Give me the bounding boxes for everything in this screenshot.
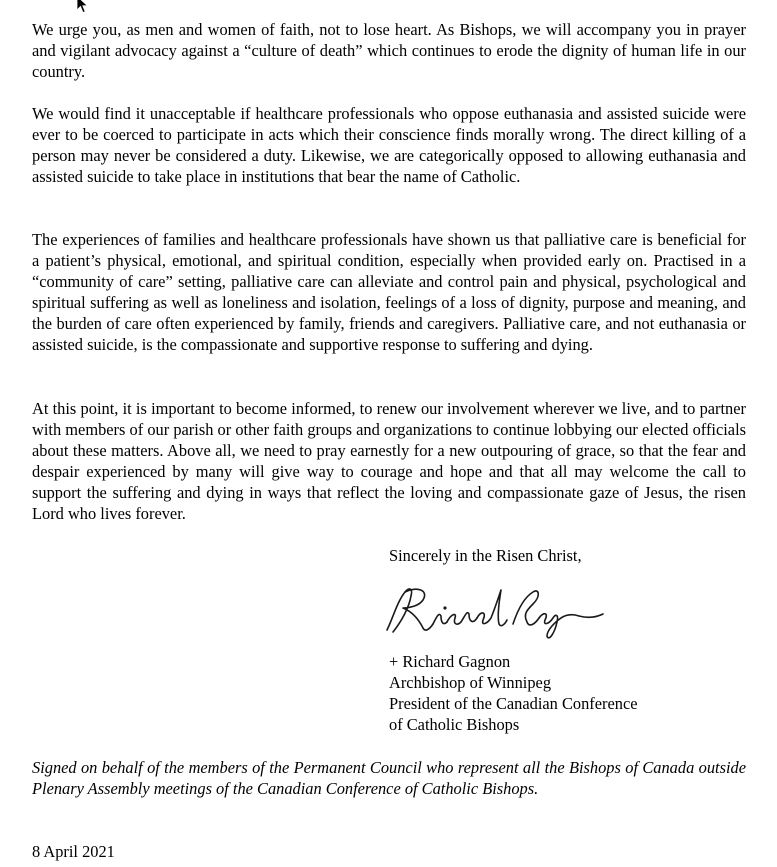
mouse-pointer-icon bbox=[76, 0, 90, 14]
paragraph-2: We would find it unacceptable if healthcare professionals who oppose euthanasia and assisted suicide were ever to be coerced to participate in acts which their conscience finds morally wrong. The direct killing of a person may never be considered a duty. Likewise, we are categorically opposed to allowing euthanasia and assisted suicide to take place in institutions that bear the name of Catholic. bbox=[32, 104, 746, 186]
handwritten-signature bbox=[383, 578, 613, 648]
closing-salutation: Sincerely in the Risen Christ, bbox=[389, 546, 582, 565]
letter-date: 8 April 2021 bbox=[32, 842, 115, 861]
signatory-title-2: President of the Canadian Conference bbox=[389, 694, 638, 713]
paragraph-3: The experiences of families and healthcare professionals have shown us that palliative care is beneficial for a patient’s physical, emotional, and spiritual condition, especially when provided early on. Practised in a “community of care” setting, palliative care can alleviate and control pain and physical, psychological and spiritual suffering as well as loneliness and isolation, feelings of a loss of dignity, purpose and meaning, and the burden of care often experienced by family, friends and caregivers. Palliative care, and not euthanasia or assisted suicide, is the compassionate and supportive response to suffering and dying. bbox=[32, 230, 746, 354]
paragraph-1: We urge you, as men and women of faith, not to lose heart. As Bishops, we will accompany you in prayer and vigilant advocacy against a “culture of death” which continues to erode the dignity of human life in our country. bbox=[32, 20, 746, 81]
signatory-title-1: Archbishop of Winnipeg bbox=[389, 673, 552, 692]
signatory-name: + Richard Gagnon bbox=[389, 652, 511, 671]
signatory-title-3: of Catholic Bishops bbox=[389, 715, 520, 734]
paragraph-4: At this point, it is important to become informed, to renew our involvement wherever we live, and to partner with members of our parish or other faith groups and organizations to continue lobbying our elected officials about these matters. Above all, we need to pray earnestly for a new outpouring of grace, so that the fear and despair experienced by many will give way to courage and hope and that all may welcome the call to support the suffering and dying in ways that reflect the loving and compassionate gaze of Jesus, the risen Lord who lives forever. bbox=[32, 399, 746, 523]
permanent-council-note: Signed on behalf of the members of the Permanent Council who represent all the Bishops of Canada outside Plenary Assembly meetings of the Canadian Conference of Catholic Bishops. bbox=[32, 758, 746, 798]
